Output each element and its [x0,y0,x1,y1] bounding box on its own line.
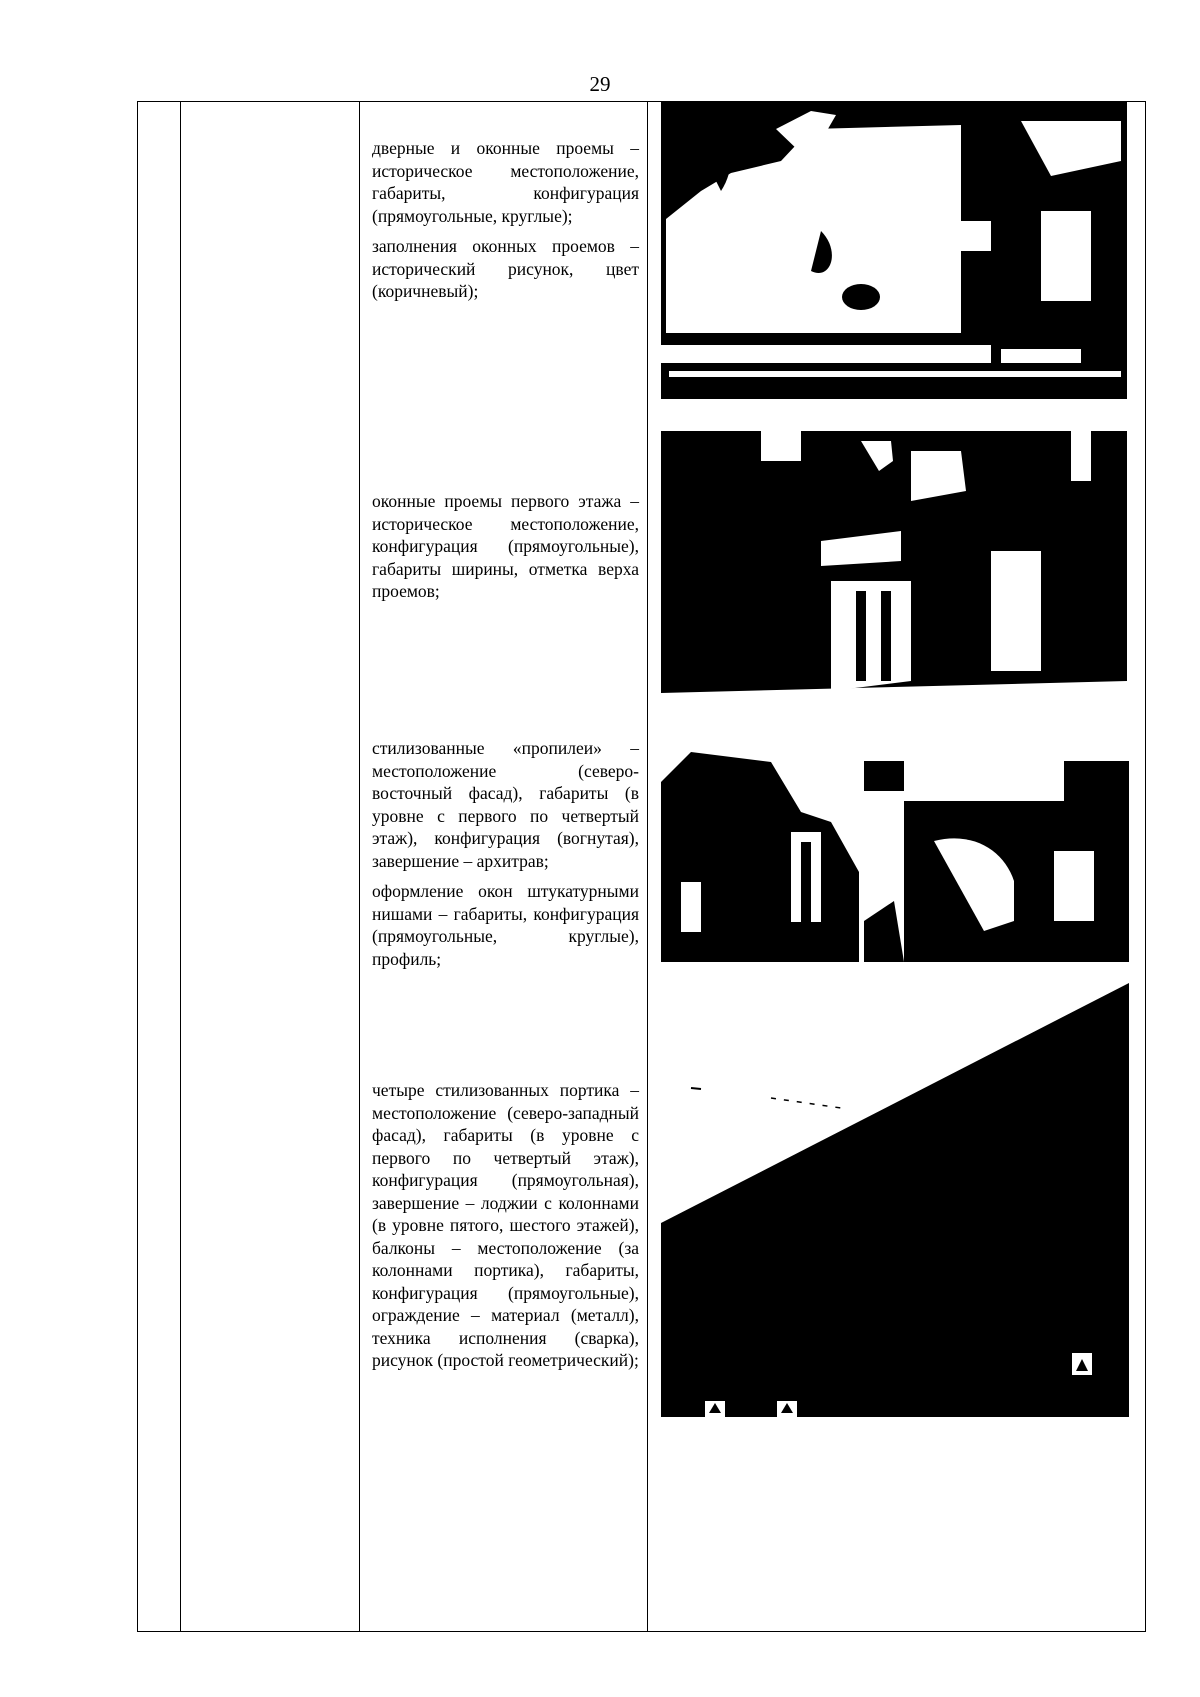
column-divider-3 [647,101,648,1632]
feature-block-ground-floor-windows [372,490,639,611]
column-divider-2 [359,101,360,1632]
propylaea-photo-right [864,761,1129,962]
portico-facade-photo [661,983,1129,1417]
feature-text: дверные и оконные проемы – историческое местоположение, габариты, конфигурация (прямоугольные, круглые); [372,138,639,226]
facade-photo-round-window [661,101,1127,399]
feature-text: четыре стилизованных портика – местоположение (северо-западный фасад), габариты (в уровне с первого по четвертый этаж), конфигурация (прямоугольная), завершение – лоджии с колоннами (в уровне пятого, шестого этажей), балконы – местоположение (за колоннами портика), габариты, конфигурация (прямоугольные), ограждение – материал (металл), техника исполнения (сварка), рисунок (простой геометрический); [372,1080,639,1370]
propylaea-photo-left [661,752,859,962]
feature-block-propylaea [372,737,639,978]
feature-text: заполнения оконных проемов – исторический рисунок, цвет (коричневый); [372,236,639,301]
feature-text: оформление окон штукатурными нишами – габариты, конфигурация (прямоугольные, круглые), профиль; [372,881,639,969]
page-number: 29 [589,72,611,96]
feature-text: оконные проемы первого этажа – историческое местоположение, конфигурация (прямоугольные), габариты ширины, отметка верха проемов; [372,491,639,601]
feature-text: стилизованные «пропилеи» – местоположение (северо-восточный фасад), габариты (в уровне с первого по четвертый этаж), конфигурация (вогнутая), завершение – архитрав; [372,738,639,871]
feature-block-porticos [372,1079,639,1380]
building-corner-photo [661,431,1127,712]
feature-block-doors-windows [372,137,639,311]
column-divider-1 [180,101,181,1632]
